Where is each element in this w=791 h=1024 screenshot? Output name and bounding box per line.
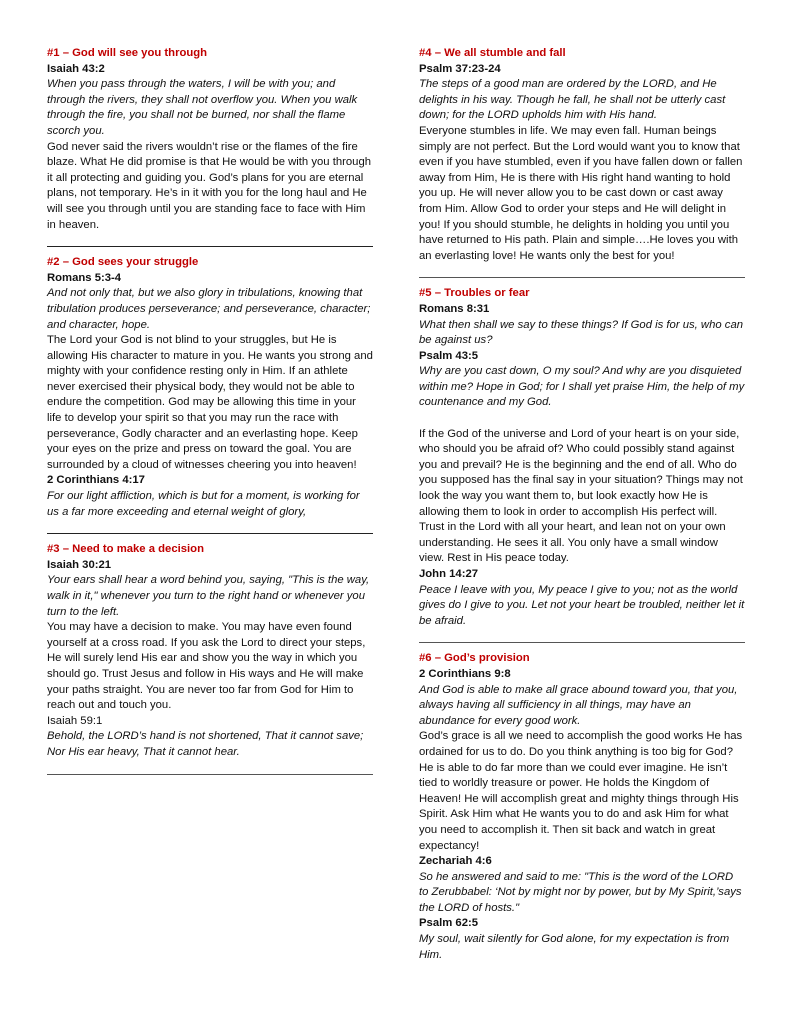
section-heading: #1 – God will see you through bbox=[47, 47, 208, 59]
left-column bbox=[47, 46, 373, 783]
scripture-reference: Isaiah 30:21 bbox=[47, 558, 112, 571]
section-heading: #4 – We all stumble and fall bbox=[419, 47, 566, 59]
scripture-reference: Romans 5:3-4 bbox=[47, 271, 122, 284]
section-4 bbox=[419, 46, 745, 264]
scripture-reference: Psalm 43:5 bbox=[419, 349, 479, 362]
scripture-quote: The steps of a good man are ordered by the LORD, and He delights in his way. Though he fall, he shall not be utterly cast down; for the LORD upholds him with His hand. bbox=[419, 78, 726, 122]
section-2 bbox=[47, 255, 373, 520]
scripture-quote: When you pass through the waters, I will be with you; and through the rivers, they shall not overflow you. When you walk through the fire, you shall not be burned, nor shall the flame scorch you. bbox=[47, 78, 358, 137]
section-heading: #2 – God sees your struggle bbox=[47, 256, 199, 269]
section-divider bbox=[47, 774, 373, 775]
section-6 bbox=[419, 651, 745, 963]
scripture-reference: Psalm 62:5 bbox=[419, 917, 479, 930]
devotional-text: The Lord your God is not blind to your struggles, but He is allowing His character to mature in you. He wants you strong and mighty with your confidence resting only in Him. If an athlete never exercised their physical body, they would not be able to endure the competition. God may be allowing this time in your life to develop your spirit so that you may run the race with perseverance, Godly character and an everlasting hope. Keep your eyes on the prize and press on toward the goal. You are surrounded by a cloud of witnesses cheering you into heaven! bbox=[47, 334, 373, 471]
scripture-quote: For our light affliction, which is but for a moment, is working for us a far more exceeding and eternal weight of glory, bbox=[47, 490, 360, 518]
scripture-reference: Romans 8:31 bbox=[419, 302, 490, 315]
section-heading: #6 – God’s provision bbox=[419, 652, 530, 665]
scripture-quote: So he answered and said to me: "This is the word of the LORD to Zerubbabel: ‘Not by might nor by power, but by My Spirit,’says the LORD of hosts." bbox=[419, 870, 742, 914]
blank-line bbox=[419, 411, 745, 427]
devotional-text: If the God of the universe and Lord of your heart is on your side, who should you be afraid of? Who could possibly stand against you and prevail? He is the beginning and the end of all. Who do you supposed has the final say in your situation? Things may not look the way you want them to, but look exactly how He is allowing them to look in order to accomplish His perfect will. Trust in the Lord with all your heart, and lean not on your own understanding. He sees it all. You only have a small window view. Rest in His peace today. bbox=[419, 427, 743, 565]
scripture-quote: Why are you cast down, O my soul? And why are you disquieted within me? Hope in God; for I shall yet praise Him, the help of my countenance and my God. bbox=[419, 365, 745, 409]
section-5 bbox=[419, 286, 745, 629]
section-divider bbox=[47, 533, 373, 534]
scripture-quote: What then shall we say to these things? If God is for us, who can be against us? bbox=[419, 318, 744, 347]
scripture-quote: Your ears shall hear a word behind you, saying, "This is the way, walk in it," whenever you turn to the right hand or whenever you turn to the left. bbox=[47, 574, 370, 618]
scripture-reference: Zechariah 4:6 bbox=[419, 855, 492, 868]
scripture-reference: Isaiah 43:2 bbox=[47, 62, 105, 75]
section-3 bbox=[47, 542, 373, 760]
section-heading: #5 – Troubles or fear bbox=[419, 287, 530, 300]
scripture-reference: Psalm 37:23-24 bbox=[419, 62, 501, 75]
section-divider bbox=[419, 277, 745, 278]
devotional-text: God’s grace is all we need to accomplish the good works He has ordained for us to do. Do you think anything is too big for God? He is able to do far more than we could ever imagine. He isn’t tied to worldly treasure or power. He holds the Kingdom of Heaven! He will accomplish great and mighty things through His Spirit. Ask Him what He wants you to do and ask Him for what you need to accomplish it. Then sit back and watch in great expectancy! bbox=[419, 730, 743, 852]
section-divider bbox=[419, 642, 745, 643]
scripture-quote: My soul, wait silently for God alone, for my expectation is from Him. bbox=[419, 933, 730, 961]
scripture-quote: And God is able to make all grace abound toward you, that you, always having all sufficiency in all things, may have an abundance for every good work. bbox=[419, 683, 738, 727]
section-heading: #3 – Need to make a decision bbox=[47, 543, 204, 556]
section-divider bbox=[47, 246, 373, 247]
scripture-quote: Peace I leave with you, My peace I give to you; not as the world gives do I give to you. Let not your heart be troubled, neither let it be afraid. bbox=[419, 583, 745, 627]
scripture-quote: And not only that, but we also glory in tribulations, knowing that tribulation produces perseverance; and perseverance, character; and character, hope. bbox=[47, 287, 371, 331]
devotional-text: God never said the rivers wouldn’t rise or the flames of the fire blaze. What He did promise is that He would be with you through it all protecting and guiding you. God’s plans for you are eternal plans, not temporary. He’s in it with you for the long haul and He will see you through until you are standing face to face with Him in heaven. bbox=[47, 140, 372, 231]
section-1 bbox=[47, 46, 373, 233]
devotional-text: Everyone stumbles in life. We may even fall. Human beings simply are not perfect. But the Lord would want you to know that even if you have stumbled, even if you have fallen down or fallen away from Him, He is there with His right hand wanting to hold you up. He will never allow you to be cast down or cast away from Him. Allow God to order your steps and He will delight in you! If you should stumble, he delights in holding you until you have returned to His path. Plain and simple….He loves you with an everlasting love! He wants only the best for you! bbox=[419, 124, 743, 262]
devotional-text: You may have a decision to make. You may have even found yourself at a cross road. If you ask the Lord to direct your steps, He will surely lend His ear and show you the way in which you should go. Trust Jesus and follow in His ways and He will make your paths straight. You are never too far from God for Him to reach out and touch you. bbox=[47, 621, 366, 712]
scripture-reference: 2 Corinthians 9:8 bbox=[419, 667, 511, 680]
scripture-reference: 2 Corinthians 4:17 bbox=[47, 474, 145, 487]
scripture-reference: John 14:27 bbox=[419, 568, 479, 580]
scripture-quote: Behold, the LORD’s hand is not shortened, That it cannot save; Nor His ear heavy, That it cannot hear. bbox=[47, 730, 364, 758]
scripture-reference: Isaiah 59:1 bbox=[47, 714, 103, 727]
right-column bbox=[419, 46, 745, 963]
